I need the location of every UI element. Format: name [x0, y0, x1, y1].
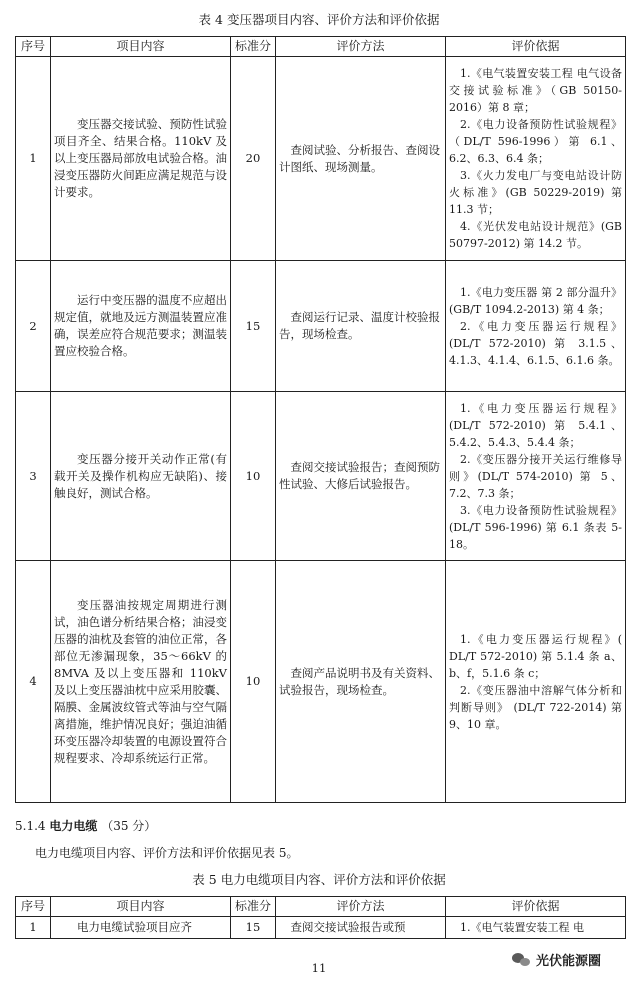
table-row	[16, 57, 626, 261]
section-number: 5.1.4	[15, 819, 46, 833]
row-score: 10	[231, 392, 276, 561]
header-no: 序号	[16, 37, 51, 57]
row-score: 20	[231, 57, 276, 261]
table5	[15, 896, 626, 939]
row-basis	[446, 561, 626, 803]
header-content: 项目内容	[51, 37, 231, 57]
section-title: 电力电缆	[49, 819, 98, 833]
basis-item: 1.《电气装置安装工程 电	[460, 921, 584, 934]
table4	[15, 36, 626, 803]
basis-item: 3.《电力设备预防性试验规程》(DL/T 596-1996) 第 6.1 条表 5-18。	[449, 503, 622, 551]
row-method: 查阅试验、分析报告、查阅设计图纸、现场测量。	[279, 142, 440, 174]
row-no: 1	[16, 917, 51, 939]
basis-item: 1.《电气装置安装工程 电气设备交接试验标准》（GB 50150-2016）第 8 章；	[449, 67, 622, 114]
table-row	[16, 561, 626, 803]
section-intro: 电力电缆项目内容、评价方法和评价依据见表 5。	[35, 846, 299, 860]
header-score: 标准分	[231, 37, 276, 57]
row-score: 15	[231, 261, 276, 392]
row-content: 变压器油按规定周期进行测试，油色谱分析结果合格；油浸变压器的油枕及套管的油位正常，各部位无渗漏现象，35～66kV 的 8MVA 及以上变压器和 110kV 及以上变压器油枕中应采用胶囊、隔膜、金属波纹管式等油与空气隔离措施，维护情况良好；强迫油循环变压器冷却装置的电源设置符合规程要求、冷却系统运行正常。	[54, 597, 227, 765]
row-content: 电力电缆试验项目应齐	[77, 920, 192, 934]
section-score: （35 分）	[101, 819, 157, 833]
row-content: 变压器分接开关动作正常(有载开关及操作机构应无缺陷)、接触良好，测试合格。	[54, 451, 227, 500]
header-method: 评价方法	[276, 897, 446, 917]
wechat-icon	[512, 952, 532, 968]
basis-item: 2.《变压器分接开关运行维修导则》(DL/T 574-2010) 第 5、7.2、7.3 条；	[449, 452, 622, 500]
row-basis	[446, 261, 626, 392]
basis-item: 4.《光伏发电站设计规范》(GB 50797-2012) 第 14.2 节。	[449, 220, 622, 250]
row-content: 变压器交接试验、预防性试验项目齐全、结果合格。110kV 及以上变压器局部放电试验合格。油浸变压器防火间距应满足规范与设计要求。	[54, 117, 227, 199]
row-basis	[446, 57, 626, 261]
basis-item: 1.《电力变压器运行规程》( DL/T 572-2010) 第 5.1.4 条 a、b、f，5.1.6 条 c；	[449, 632, 622, 680]
row-basis	[446, 392, 626, 561]
row-score: 15	[231, 917, 276, 939]
row-no: 3	[16, 392, 51, 561]
table5-header-row	[16, 897, 626, 917]
row-method: 查阅交接试验报告；查阅预防性试验、大修后试验报告。	[279, 460, 440, 491]
table4-header-row	[16, 37, 626, 57]
row-no: 2	[16, 261, 51, 392]
row-content: 运行中变压器的温度不应超出规定值，就地及远方测温装置应准确，误差应符合规范要求；测温装置应校验合格。	[54, 293, 227, 358]
watermark-text: 光伏能源圈	[536, 954, 602, 969]
header-no: 序号	[16, 897, 51, 917]
table-row	[16, 261, 626, 392]
row-method: 查阅交接试验报告或预	[290, 920, 406, 934]
basis-item: 2.《变压器油中溶解气体分析和判断导则》 (DL/T 722-2014) 第 9、10 章。	[449, 683, 622, 731]
basis-item: 1.《电力变压器运行规程》(DL/T 572-2010) 第 5.4.1、5.4.2、5.4.3、5.4.4 条；	[449, 401, 622, 449]
table-row	[16, 917, 626, 939]
row-method: 查阅运行记录、温度计校验报告，现场检查。	[279, 310, 440, 341]
table5-caption: 表 5 电力电缆项目内容、评价方法和评价依据	[192, 872, 446, 887]
row-no: 4	[16, 561, 51, 803]
header-method: 评价方法	[276, 37, 446, 57]
header-score: 标准分	[231, 897, 276, 917]
row-no: 1	[16, 57, 51, 261]
watermark	[512, 950, 601, 969]
header-basis: 评价依据	[446, 37, 626, 57]
basis-item: 3.《火力发电厂与变电站设计防火标准》(GB 50229-2019) 第 11.3 节；	[449, 169, 622, 216]
page-number: 11	[311, 961, 327, 975]
table-row	[16, 392, 626, 561]
row-method: 查阅产品说明书及有关资料、试验报告，现场检查。	[279, 665, 440, 697]
basis-item: 1.《电力变压器 第 2 部分温升》 (GB/T 1094.2-2013) 第 4 条；	[449, 285, 622, 316]
table4-caption: 表 4 变压器项目内容、评价方法和评价依据	[198, 12, 440, 27]
header-content: 项目内容	[51, 897, 231, 917]
basis-item: 2.《电力变压器运行规程》(DL/T 572-2010) 第 3.1.5、4.1.3、4.1.4、6.1.5、6.1.6 条。	[449, 319, 622, 367]
row-score: 10	[231, 561, 276, 803]
section-heading	[15, 818, 156, 834]
header-basis: 评价依据	[446, 897, 626, 917]
basis-item: 2.《电力设备预防性试验规程》（DL/T 596-1996）第 6.1、6.2、6.3、6.4 条；	[449, 118, 622, 165]
